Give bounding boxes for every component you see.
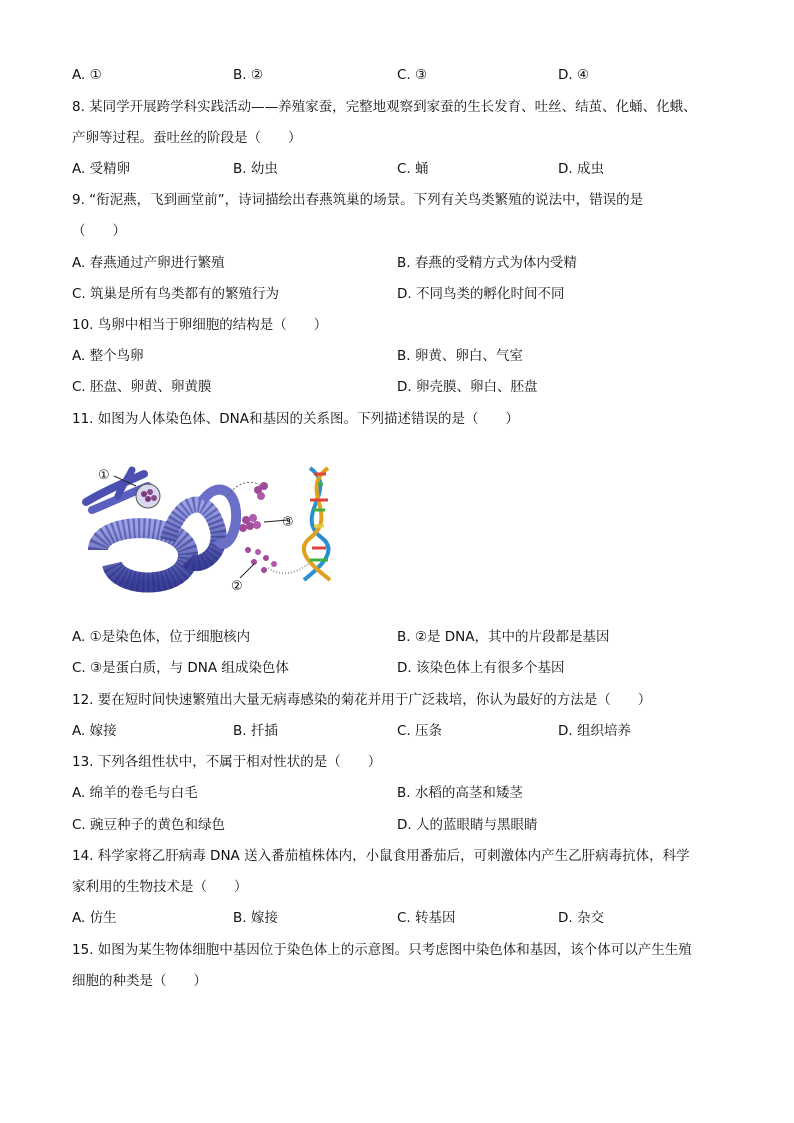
chromatin-coil bbox=[98, 490, 236, 583]
q9-options-row1 bbox=[72, 252, 722, 274]
q8-stem-line2: 产卵等过程。蚕吐丝的阶段是（ ） bbox=[72, 130, 302, 146]
q11-option-d: D. 该染色体上有很多个基因 bbox=[397, 660, 565, 676]
q12-option-c: C. 压条 bbox=[397, 723, 443, 739]
q11-option-c: C. ③是蛋白质，与 DNA 组成染色体 bbox=[72, 660, 289, 676]
q8-stem-line1: 8. 某同学开展跨学科实践活动——养殖家蚕，完整地观察到家蚕的生长发育、吐丝、结茧、化蛹、化蛾、 bbox=[72, 99, 697, 115]
q14-option-c: C. 转基因 bbox=[397, 910, 456, 926]
q8-option-a: A. 受精卵 bbox=[72, 161, 131, 177]
q13-options-row1 bbox=[72, 782, 722, 804]
q15-stem-line2: 细胞的种类是（ ） bbox=[72, 973, 207, 989]
q14-stem-line1: 14. 科学家将乙肝病毒 DNA 送入番茄植株体内，小鼠食用番茄后，可刺激体内产生乙肝病毒抗体，科学 bbox=[72, 848, 690, 864]
q9-option-c: C. 筑巢是所有鸟类都有的繁殖行为 bbox=[72, 286, 280, 302]
q12-options bbox=[72, 720, 722, 742]
q13-option-b: B. 水稻的高茎和矮茎 bbox=[397, 785, 523, 801]
q7-options bbox=[72, 64, 722, 86]
q12-stem: 12. 要在短时间快速繁殖出大量无病毒感染的菊花并用于广泛栽培，你认为最好的方法是（ ） bbox=[72, 692, 652, 708]
q13-stem: 13. 下列各组性状中，不属于相对性状的是（ ） bbox=[72, 754, 382, 770]
q10-option-c: C. 胚盘、卵黄、卵黄膜 bbox=[72, 379, 212, 395]
q14-option-d: D. 杂交 bbox=[558, 910, 604, 926]
nucleosome-beads bbox=[239, 482, 277, 573]
q13-option-a: A. 绵羊的卷毛与白毛 bbox=[72, 785, 198, 801]
q9-stem-line1: 9. “衔泥燕，飞到画堂前”，诗词描绘出春燕筑巢的场景。下列有关鸟类繁殖的说法中，错误的是 bbox=[72, 192, 644, 208]
chromosome-illustration bbox=[78, 460, 343, 595]
figure-label-1: ① bbox=[98, 468, 110, 483]
q11-option-b: B. ②是 DNA，其中的片段都是基因 bbox=[397, 629, 610, 645]
q14-stem-line2: 家利用的生物技术是（ ） bbox=[72, 879, 248, 895]
chromosome-dna-gene-figure bbox=[78, 460, 343, 595]
q8-option-c: C. 蛹 bbox=[397, 161, 429, 177]
q10-stem: 10. 鸟卵中相当于卵细胞的结构是（ ） bbox=[72, 317, 328, 333]
q12-option-d: D. 组织培养 bbox=[558, 723, 631, 739]
figure-label-2: ② bbox=[231, 579, 243, 594]
q13-options-row2 bbox=[72, 814, 722, 836]
q10-option-b: B. 卵黄、卵白、气室 bbox=[397, 348, 523, 364]
q8-options bbox=[72, 158, 722, 180]
q9-option-d: D. 不同鸟类的孵化时间不同 bbox=[397, 286, 565, 302]
q10-option-d: D. 卵壳膜、卵白、胚盘 bbox=[397, 379, 538, 395]
dna-double-helix bbox=[304, 468, 330, 580]
q14-options bbox=[72, 907, 722, 929]
q13-option-c: C. 豌豆种子的黄色和绿色 bbox=[72, 817, 226, 833]
q10-option-a: A. 整个鸟卵 bbox=[72, 348, 144, 364]
q7-option-a: A. ① bbox=[72, 67, 102, 83]
q12-option-a: A. 嫁接 bbox=[72, 723, 117, 739]
q11-options-row1 bbox=[72, 626, 722, 648]
q10-options-row2 bbox=[72, 376, 722, 398]
q11-options-row2 bbox=[72, 657, 722, 679]
q13-option-d: D. 人的蓝眼睛与黑眼睛 bbox=[397, 817, 538, 833]
q15-stem-line1: 15. 如图为某生物体细胞中基因位于染色体上的示意图。只考虑图中染色体和基因，该个体可以产生生殖 bbox=[72, 942, 692, 958]
figure-label-3: ③ bbox=[282, 515, 294, 530]
q9-option-a: A. 春燕通过产卵进行繁殖 bbox=[72, 255, 225, 271]
q9-option-b: B. 春燕的受精方式为体内受精 bbox=[397, 255, 577, 271]
q7-option-d: D. ④ bbox=[558, 67, 590, 83]
q10-options-row1 bbox=[72, 345, 722, 367]
q14-option-b: B. 嫁接 bbox=[233, 910, 278, 926]
q9-stem-line2: （ ） bbox=[72, 223, 126, 239]
q11-stem: 11. 如图为人体染色体、DNA和基因的关系图。下列描述错误的是（ ） bbox=[72, 411, 519, 427]
q14-option-a: A. 仿生 bbox=[72, 910, 117, 926]
q8-option-b: B. 幼虫 bbox=[233, 161, 278, 177]
q8-option-d: D. 成虫 bbox=[558, 161, 604, 177]
q7-option-b: B. ② bbox=[233, 67, 263, 83]
q12-option-b: B. 扦插 bbox=[233, 723, 278, 739]
q7-option-c: C. ③ bbox=[397, 67, 428, 83]
q11-option-a: A. ①是染色体，位于细胞核内 bbox=[72, 629, 251, 645]
q9-options-row2 bbox=[72, 283, 722, 305]
